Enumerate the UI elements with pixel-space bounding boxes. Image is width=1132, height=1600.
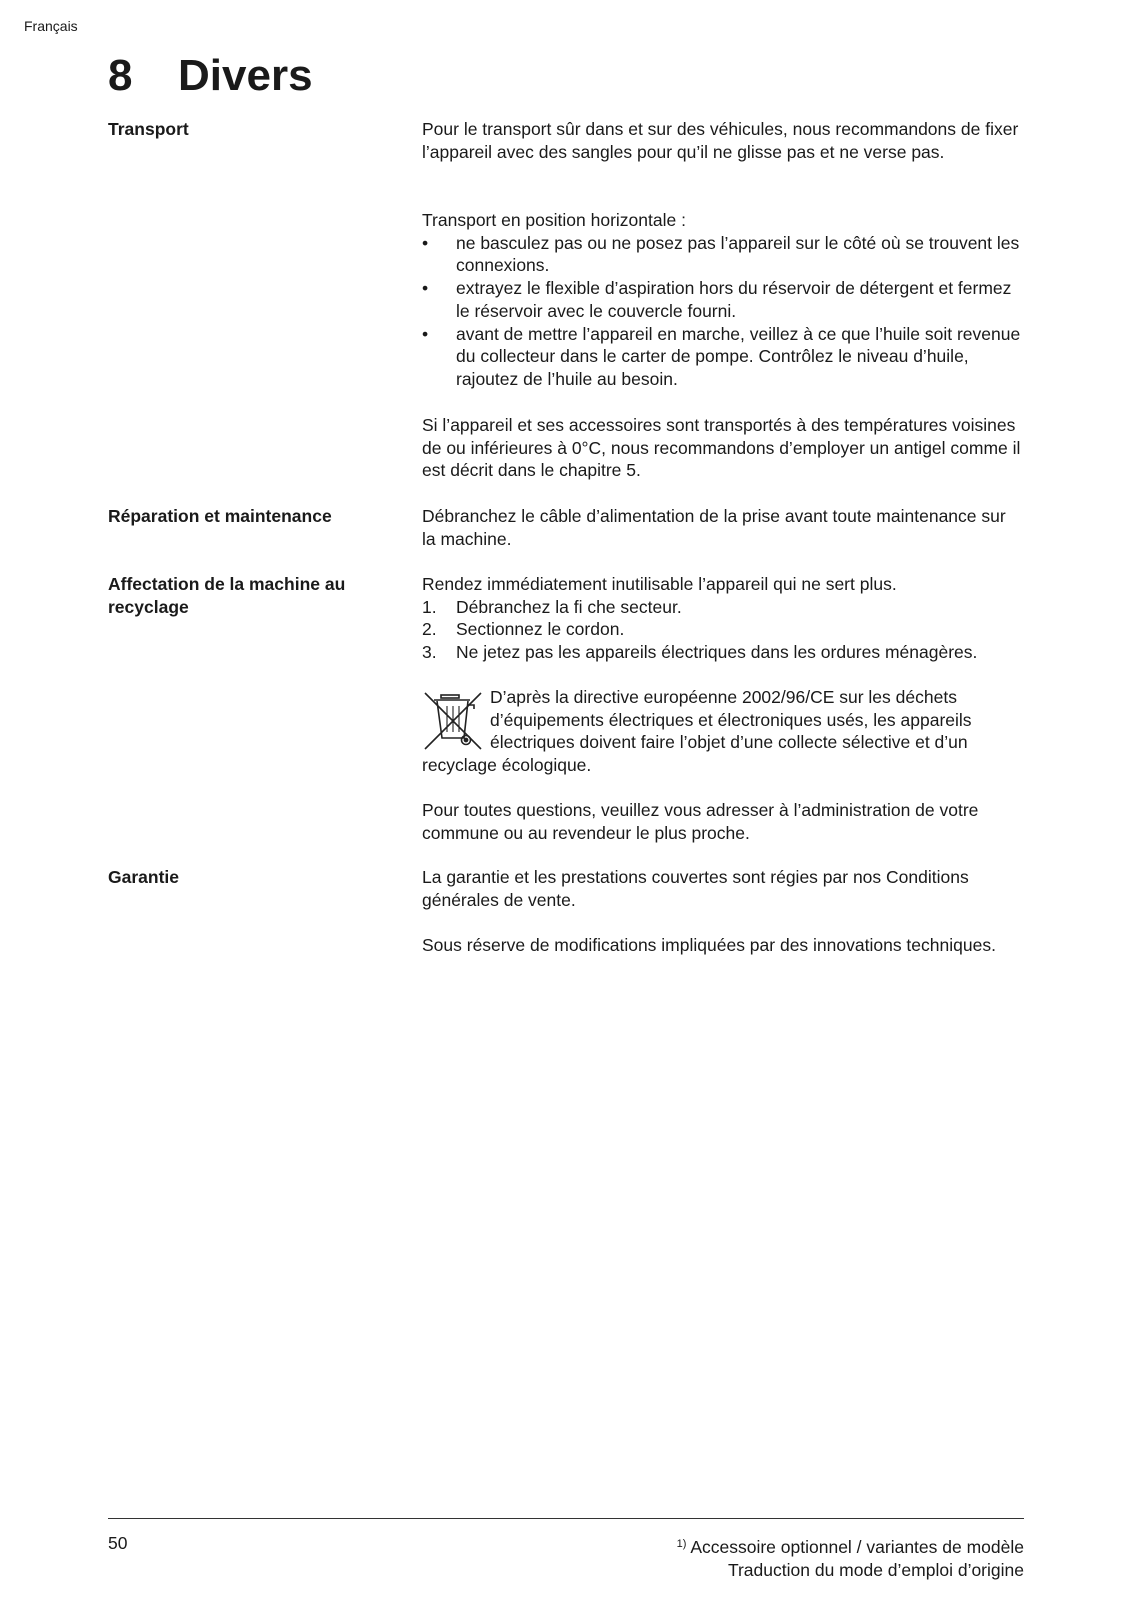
section-body-transport (422, 118, 1022, 163)
step-text: Débranchez la fi che secteur. (456, 596, 682, 617)
transport-paragraph: Pour le transport sûr dans et sur des véhicules, nous recommandons de fixer l’appareil avec des sangles pour qu’il ne glisse pas et ne verse pas. (422, 119, 1019, 162)
warranty-paragraph: La garantie et les prestations couvertes sont régies par nos Conditions générales de vente. (422, 867, 969, 910)
warranty-reserve-paragraph: Sous réserve de modifications impliquées par des innovations techniques. (422, 935, 996, 955)
footnote-text: Accessoire optionnel / variantes de modèle (690, 1537, 1024, 1557)
transport-horizontal-intro: Transport en position horizontale : (422, 210, 686, 230)
recycling-intro: Rendez immédiatement inutilisable l’appareil qui ne sert plus. (422, 574, 897, 594)
list-item: • extrayez le flexible d’aspiration hors du réservoir de détergent et fermez le réservoir avec le couvercle fourni. (422, 278, 1012, 321)
chapter-name: Divers (178, 51, 313, 100)
list-item-text: ne basculez pas ou ne posez pas l’appareil sur le côté où se trouvent les connexions. (456, 232, 1020, 276)
list-item-text: extrayez le flexible d’aspiration hors du réservoir de détergent et fermez le réservoir avec le couvercle fourni. (456, 278, 1012, 321)
list-item: • ne basculez pas ou ne posez pas l’appareil sur le côté où se trouvent les connexions. (422, 232, 1020, 276)
list-item (422, 641, 1022, 664)
footer-divider (108, 1518, 1024, 1519)
footer-notes (677, 1533, 1024, 1582)
icon-spacer (422, 686, 490, 752)
step-number: 3. (422, 642, 437, 663)
chapter-title (108, 50, 313, 102)
repair-paragraph: Débranchez le câble d’alimentation de la prise avant toute maintenance sur la machine. (422, 506, 1006, 549)
weee-directive-paragraph (422, 686, 1022, 777)
transport-horizontal-block (422, 209, 1022, 391)
chapter-number: 8 (108, 51, 133, 100)
list-item: • avant de mettre l’appareil en marche, veillez à ce que l’huile soit revenue du collecteur dans le carter de pompe. Contrôlez le niveau d’huile, rajoutez de l’huile au besoin. (422, 323, 1021, 389)
recycling-steps (422, 573, 1022, 664)
document-subtitle: Traduction du mode d’emploi d’origine (727, 1560, 1024, 1580)
weee-directive-text: D’après la directive européenne 2002/96/CE sur les déchets d’équipements électriques et électroniques usés, les appareils électriques doivent faire l’objet d’une collecte sélective et d’un recyclage écologique. (422, 687, 972, 776)
section-heading-warranty: Garantie (108, 867, 179, 887)
language-label: Français (24, 18, 78, 34)
section-heading-recycling: Affectation de la machine au recyclage (108, 574, 346, 617)
list-item (422, 596, 1022, 619)
page-number: 50 (108, 1533, 128, 1553)
transport-antifreeze-paragraph: Si l’appareil et ses accessoires sont transportés à des températures voisines de ou inférieures à 0°C, nous recommandons d’employer un antigel comme il est décrit dans le chapitre 5. (422, 415, 1021, 481)
section-heading-repair: Réparation et maintenance (108, 506, 332, 526)
step-number: 1. (422, 596, 437, 617)
recycling-contact-paragraph: Pour toutes questions, veuillez vous adresser à l’administration de votre commune ou au revendeur le plus proche. (422, 800, 979, 843)
list-item (422, 618, 1022, 641)
step-text: Sectionnez le cordon. (456, 619, 625, 640)
section-heading-transport: Transport (108, 119, 189, 139)
list-item-text: avant de mettre l’appareil en marche, veillez à ce que l’huile soit revenue du collecteur dans le carter de pompe. Contrôlez le niveau d’huile, rajoutez de l’huile au besoin. (456, 323, 1021, 389)
step-number: 2. (422, 619, 437, 640)
footnote (677, 1533, 1024, 1559)
step-text: Ne jetez pas les appareils électriques dans les ordures ménagères. (456, 642, 978, 663)
footnote-mark: 1) (676, 1538, 687, 1550)
